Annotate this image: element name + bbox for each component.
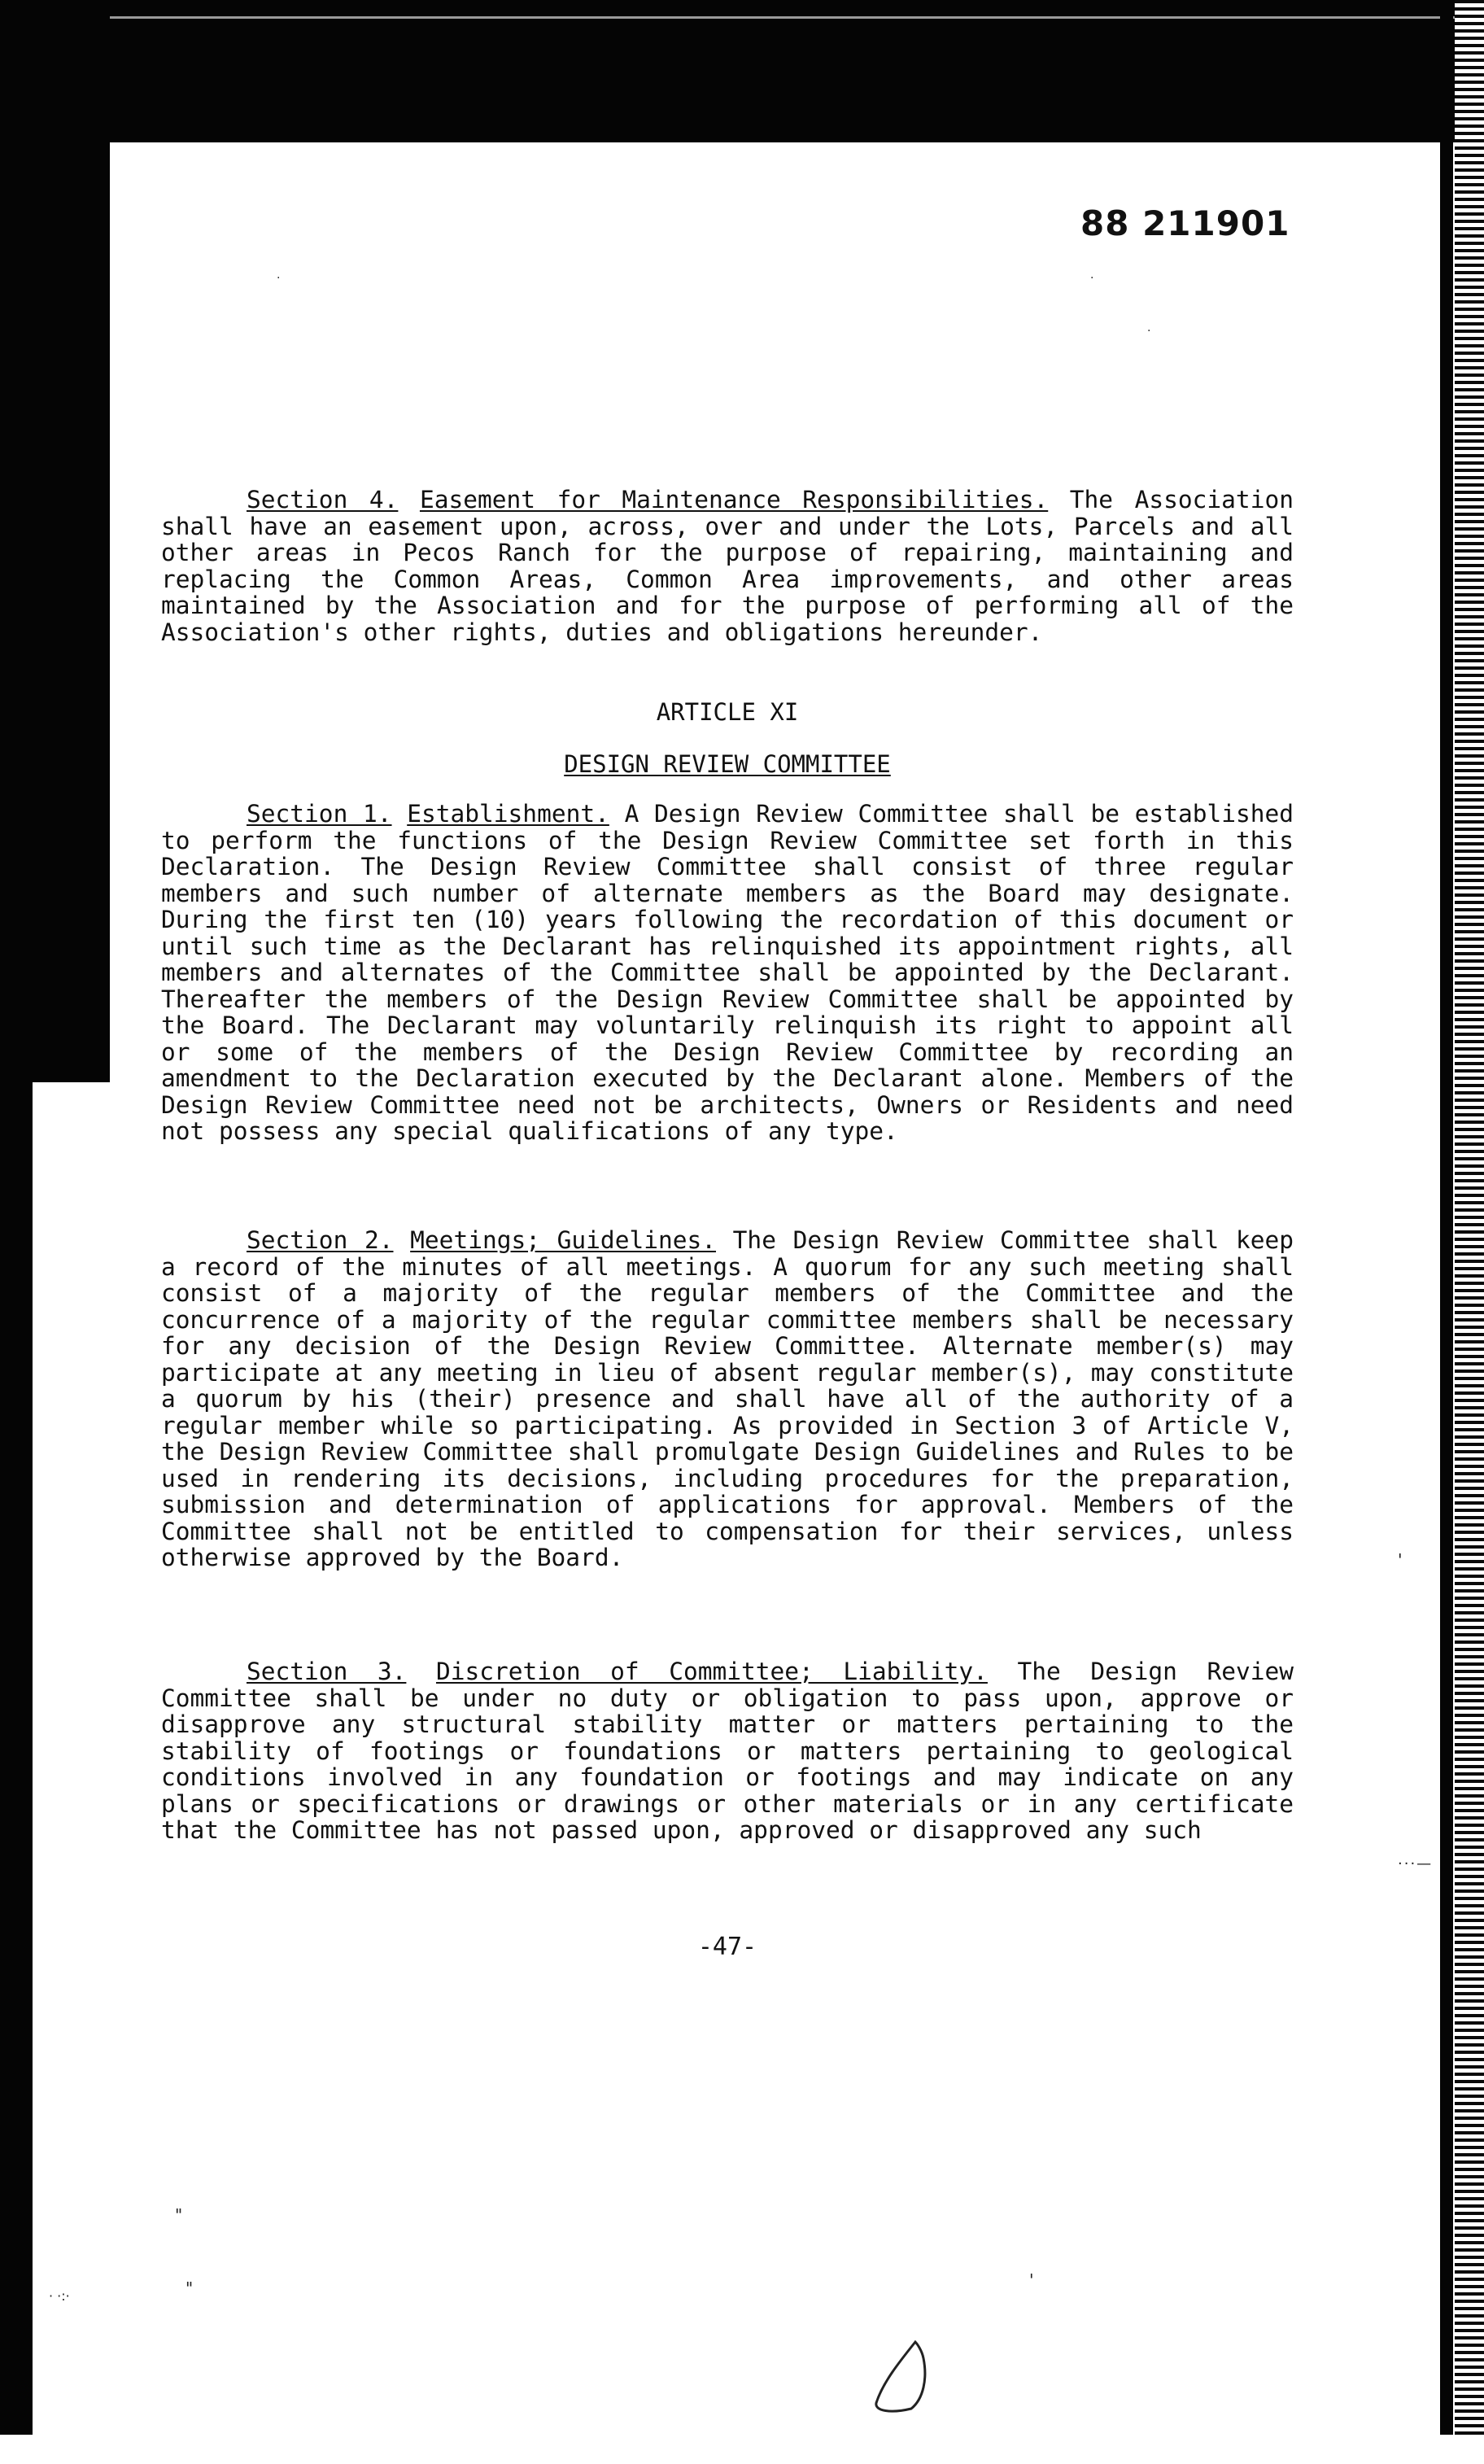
page-number: -47- bbox=[697, 1933, 757, 1961]
section-3-body: The Design Review Committee shall be under no duty or obligation to pass upon, approve or disapprove any structural stability matter or matters pertaining to the stability of footings or foundations or matters pertaining to geological conditions involved in any foundation or footings and may indicate on any plans or specifications or drawings or other materials or in any certificate that the Committee has not passed upon, approved or disapproved any such bbox=[161, 1658, 1294, 1844]
scan-border-left bbox=[0, 0, 110, 1082]
section-2-paragraph bbox=[161, 1227, 1294, 1571]
section-4-paragraph bbox=[161, 487, 1294, 645]
scan-border-line bbox=[0, 16, 1484, 19]
document-number: 88 211901 bbox=[1080, 203, 1290, 243]
article-subtitle: DESIGN REVIEW COMMITTEE bbox=[564, 750, 891, 778]
scan-speck: ' bbox=[1029, 2270, 1034, 2290]
scan-speck: ···— bbox=[1398, 1855, 1434, 1872]
section-2-title: Meetings; Guidelines. bbox=[410, 1226, 717, 1254]
section-3-title: Discretion of Committee; Liability. bbox=[435, 1658, 988, 1685]
scan-speck: . bbox=[277, 269, 281, 282]
scan-border-left-lower bbox=[0, 1082, 33, 2435]
scan-speck: . bbox=[1147, 321, 1151, 334]
handwritten-mark-icon bbox=[866, 2334, 956, 2423]
scan-edge-ticks bbox=[1455, 0, 1484, 2435]
section-4-heading: Section 4. bbox=[247, 486, 399, 513]
scan-border-top bbox=[0, 0, 1484, 142]
article-title: ARTICLE XI bbox=[656, 698, 799, 726]
section-1-body: A Design Review Committee shall be established to perform the functions of the Design Review Committee set forth in this Declaration. The Design Review Committee shall consist of three regular members and such number of alternate members as the Board may designate. During the first ten (10) years following the recordation of this document or until such time as the Declarant has relinquished its appointment rights, all members and alternates of the Committee shall be appointed by the Declarant. Thereafter the members of the Design Review Committee shall be appointed by the Board. The Declarant may voluntarily relinquish its right to appoint all or some of the members of the Design Review Committee by recording an amendment to the Declaration executed by the Declarant alone. Members of the Design Review Committee need not be architects, Owners or Residents and need not possess any special qualifications of any type. bbox=[161, 800, 1294, 1145]
scan-speck: " bbox=[175, 2205, 183, 2225]
scan-speck: " bbox=[186, 2278, 194, 2298]
section-2-body: The Design Review Committee shall keep a record of the minutes of all meetings. A quorum for any such meeting shall consist of a majority of the regular members of the Committee and the concurrence of a majority of the regular committee members shall be necessary for any decision of the Design Review Committee. Alternate member(s) may participate at any meeting in lieu of absent regular member(s), may constitute a quorum by his (their) presence and shall have all of the authority of a regular member while so participating. As provided in Section 3 of Article V, the Design Review Committee shall promulgate Design Guidelines and Rules to be used in rendering its decisions, including procedures for the preparation, submission and determination of applications for approval. Members of the Committee shall not be entitled to compensation for their services, unless otherwise approved by the Board. bbox=[161, 1226, 1294, 1571]
section-1-heading: Section 1. bbox=[247, 800, 392, 828]
scan-speck: . bbox=[1090, 269, 1094, 282]
section-1-paragraph bbox=[161, 801, 1294, 1145]
scan-border-right-edge bbox=[1440, 0, 1453, 2435]
section-1-title: Establishment. bbox=[407, 800, 609, 828]
section-2-heading: Section 2. bbox=[247, 1226, 394, 1254]
section-4-title: Easement for Maintenance Responsibilities. bbox=[419, 486, 1049, 513]
section-3-paragraph bbox=[161, 1658, 1294, 1844]
scan-speck: · ·:· bbox=[49, 2288, 70, 2304]
section-4-body: The Association shall have an easement upon, across, over and under the Lots, Parcels and all other areas in Pecos Ranch for the purpose of repairing, maintaining and replacing the Common Areas, Common Area improvements, and other areas maintained by the Association and for the purpose of performing all of the Association's other rights, duties and obligations hereunder. bbox=[161, 486, 1294, 646]
section-3-heading: Section 3. bbox=[247, 1658, 407, 1685]
scan-speck: ' bbox=[1398, 1550, 1403, 1570]
